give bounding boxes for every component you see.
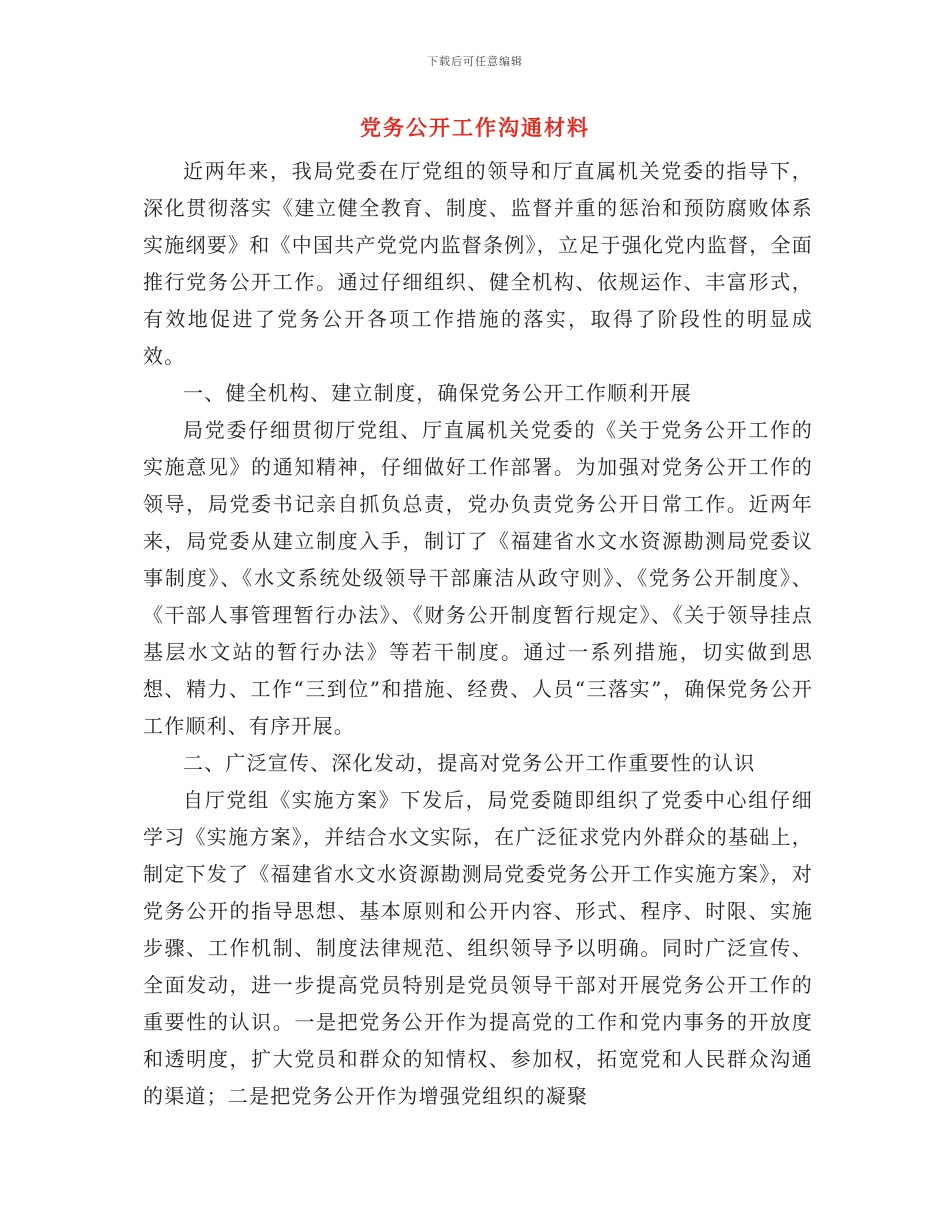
paragraph-intro: 近两年来，我局党委在厅党组的领导和厅直属机关党委的指导下，深化贯彻落实《建立健全教育、制度、监督并重的惩治和预防腐败体系实施纲要》和《中国共产党党内监督条例》，立足于强化党内监督，全面推行党务公开工作。通过仔细组织、健全机构、依规运作、丰富形式，有效地促进了党务公开各项工作措施的落实，取得了阶段性的明显成效。: [143, 159, 813, 368]
section-heading-2: 二、广泛宣传、深化发动，提高对党务公开工作重要性的认识: [183, 751, 756, 775]
header-note: 下载后可任意编辑: [427, 55, 523, 68]
section-heading-1: 一、健全机构、建立制度，确保党务公开工作顺利开展: [183, 381, 692, 405]
document-body: [143, 153, 813, 1115]
paragraph-section-2: 自厅党组《实施方案》下发后，局党委随即组织了党委中心组仔细学习《实施方案》，并结合水文实际，在广泛征求党内外群众的基础上，制定下发了《福建省水文水资源勘测局党委党务公开工作实施方案》，对党务公开的指导思想、基本原则和公开内容、形式、程序、时限、实施步骤、工作机制、制度法律规范、组织领导予以明确。同时广泛宣传、全面发动，进一步提高党员特别是党员领导干部对开展党务公开工作的重要性的认识。一是把党务公开作为提高党的工作和党内事务的开放度和透明度，扩大党员和群众的知情权、参加权，拓宽党和人民群众沟通的渠道；二是把党务公开作为增强党组织的凝聚: [143, 788, 813, 1108]
document-title: 党务公开工作沟通材料: [360, 115, 590, 140]
paragraph-section-1: 局党委仔细贯彻厅党组、厅直属机关党委的《关于党务公开工作的实施意见》的通知精神，仔细做好工作部署。为加强对党务公开工作的领导，局党委书记亲自抓负总责，党办负责党务公开日常工作。近两年来，局党委从建立制度入手，制订了《福建省水文水资源勘测局党委议事制度》、《水文系统处级领导干部廉洁从政守则》、《党务公开制度》、《干部人事管理暂行办法》、《财务公开制度暂行规定》、《关于领导挂点基层水文站的暂行办法》等若干制度。通过一系列措施，切实做到思想、精力、工作“三到位”和措施、经费、人员“三落实”，确保党务公开工作顺利、有序开展。: [143, 418, 813, 738]
